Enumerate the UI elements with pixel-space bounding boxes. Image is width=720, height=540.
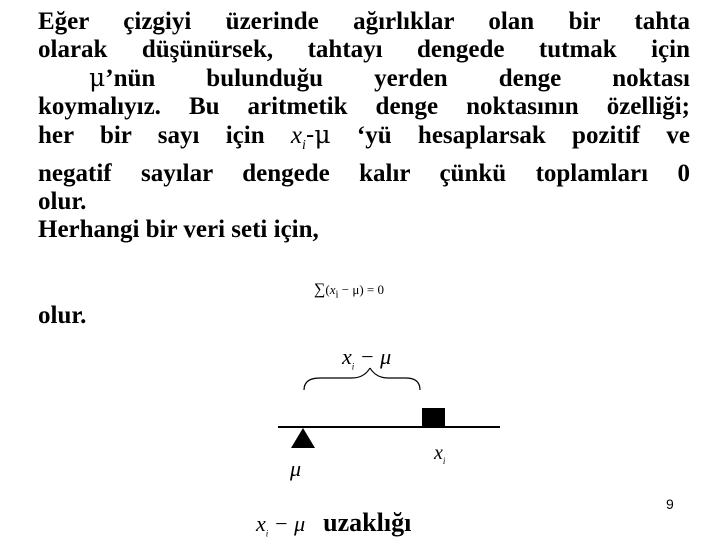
- distance-x: x: [256, 511, 266, 536]
- mu-symbol: μ: [89, 63, 106, 92]
- xi-label-x: x: [434, 442, 443, 464]
- conclusion-text: olur.: [38, 302, 87, 329]
- distance-expression: [256, 511, 306, 539]
- paragraph-line-2: olarak düşünürsek, tahtayı dengede tutmak için: [38, 36, 690, 63]
- deviation-x: x: [342, 344, 352, 369]
- xi-subscript: i: [302, 138, 306, 153]
- balance-diagram: [260, 340, 520, 500]
- paragraph-line-3-text: ’nün bulunduğu yerden denge noktası: [105, 65, 691, 92]
- deviation-rest: − μ: [354, 344, 392, 369]
- formula-subscript: i: [335, 288, 339, 301]
- page-number: 9: [666, 496, 674, 512]
- paragraph-line-5-start: her bir sayı için: [38, 122, 291, 149]
- paragraph-line-8: Herhangi bir veri seti için,: [38, 216, 319, 243]
- weight-block: [422, 408, 445, 427]
- paragraph-line-5-end: ‘yü hesaplarsak pozitif ve: [330, 122, 690, 149]
- minus-mu-symbol: -μ: [305, 120, 331, 149]
- distance-subscript: i: [265, 528, 269, 539]
- xi-symbol: [290, 122, 306, 153]
- deviation-subscript: i: [351, 361, 355, 372]
- mu-label: μ: [290, 456, 302, 481]
- formula-open-paren: (: [325, 282, 330, 297]
- distance-word: uzaklığı: [323, 508, 412, 537]
- xi-label: [434, 442, 445, 466]
- paragraph-line-7: olur.: [38, 188, 87, 215]
- body-paragraph: [38, 8, 690, 244]
- deviation-label: [342, 344, 391, 371]
- distance-rest: − μ: [268, 511, 306, 536]
- xi-label-subscript: i: [442, 456, 446, 466]
- paragraph-line-6: negatif sayılar dengede kalır çünkü toplamları 0: [38, 160, 690, 187]
- paragraph-line-3: [38, 64, 690, 93]
- formula-rest: − μ) = 0: [338, 282, 385, 297]
- sigma-symbol: ∑: [314, 281, 326, 298]
- paragraph-line-4: koymalıyız. Bu aritmetik denge noktasının özelliği;: [38, 93, 690, 120]
- sum-formula: [314, 281, 384, 301]
- distance-caption: [256, 508, 411, 538]
- fulcrum-triangle: [291, 428, 315, 448]
- paragraph-line-5: [38, 121, 690, 160]
- xi-letter: x: [290, 122, 303, 149]
- paragraph-line-1: Eğer çizgiyi üzerinde ağırlıklar olan bir tahta: [38, 8, 690, 35]
- formula-x: x: [329, 282, 336, 297]
